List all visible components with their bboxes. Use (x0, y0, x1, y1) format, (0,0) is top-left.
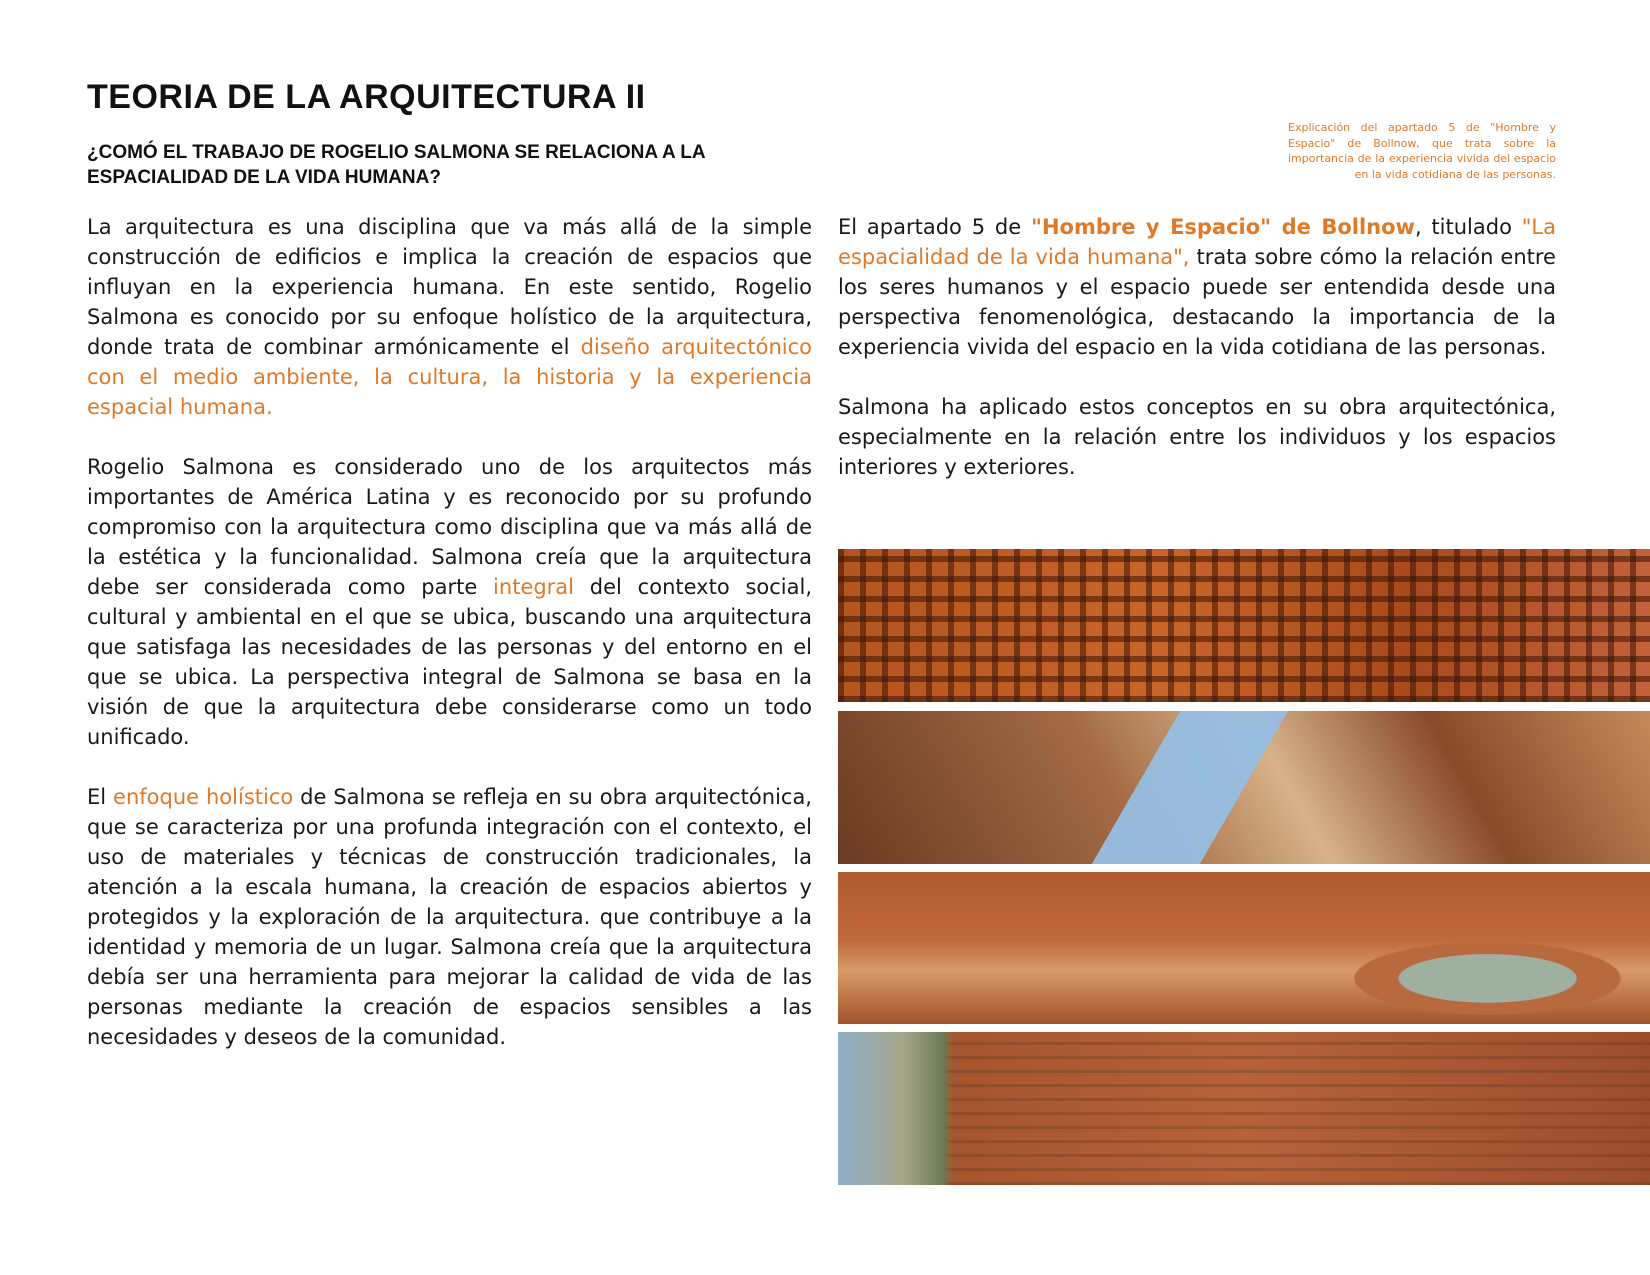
brick-lattice-photo (838, 549, 1650, 702)
paragraph-text: El (87, 785, 114, 809)
highlight-text: enfoque holístico (113, 785, 294, 809)
paragraph-text: trata sobre cómo la relación entre los seres humanos y el espacio puede ser entendida desde una perspectiva fenomenológica, destacando la importancia de la experiencia vivida del espacio en la vida cotidiana de las personas. (838, 245, 1556, 359)
paragraph-text: del contexto social, cultural y ambiental en el que se ubica, buscando una arquitectura que satisfaga las necesidades de las personas y del entorno en el que se ubica. La perspectiva integral de Salmona se basa en la visión de que la arquitectura debe considerarse como un todo unificado. (87, 575, 812, 749)
paragraph-text: de Salmona se refleja en su obra arquitectónica, que se caracteriza por una profunda integración con el contexto, el uso de materiales y técnicas de construcción tradicionales, la atención a la escala humana, la creación de espacios abiertos y protegidos y la exploración de la arquitectura. que contribuye a la identidad y memoria de un lugar. Salmona creía que la arquitectura debía ser una herramienta para mejorar la calidad de vida de las personas mediante la creación de espacios sensibles a las necesidades y deseos de la comunidad. (87, 785, 812, 1049)
right-paragraph-2 (838, 392, 1556, 482)
skylight-interior-photo (838, 711, 1650, 864)
right-paragraph-1 (838, 212, 1556, 362)
paragraph-text: , titulado (1414, 215, 1522, 239)
left-paragraph-3 (87, 782, 812, 1052)
right-column (838, 212, 1556, 512)
page-subtitle: ¿COMÓ EL TRABAJO DE ROGELIO SALMONA SE RELACIONA A LA ESPACIALIDAD DE LA VIDA HUMANA? (87, 142, 705, 188)
paragraph-text: Salmona ha aplicado estos conceptos en su obra arquitectónica, especialmente en la relación entre los individuos y los espacios interiores y exteriores. (838, 395, 1556, 479)
page-title: TEORIA DE LA ARQUITECTURA II (87, 78, 646, 116)
paragraph-text: El apartado 5 de (838, 215, 1031, 239)
brick-courtyard-photo (838, 872, 1650, 1024)
left-paragraph-1 (87, 212, 812, 422)
highlight-text: integral (493, 575, 575, 599)
left-paragraph-2 (87, 452, 812, 752)
left-column (87, 212, 812, 1082)
paragraph-text: Rogelio Salmona es considerado uno de los arquitectos más importantes de América Latina y es reconocido por su profundo compromiso con la arquitectura como disciplina que va más allá de la estética y la funcionalidad. Salmona creía que la arquitectura debe ser considerada como parte (87, 455, 812, 599)
brick-facade-photo (838, 1032, 1650, 1185)
highlight-text: "Hombre y Espacio" de Bollnow (1031, 215, 1415, 239)
highlight-text: "La espacialidad de la vida humana", (838, 215, 1556, 269)
paragraph-text: La arquitectura es una disciplina que va más allá de la simple construcción de edificios e implica la creación de espacios que influyan en la experiencia humana. En este sentido, Rogelio Salmona es conocido por su enfoque holístico de la arquitectura, donde trata de combinar armónicamente el (87, 215, 812, 359)
highlight-text: diseño arquitectónico con el medio ambiente, la cultura, la historia y la experiencia espacial humana. (87, 335, 812, 419)
side-note: Explicación del apartado 5 de "Hombre y Espacio" de Bollnow, que trata sobre la importancia de la experiencia vivida del espacio en la vida cotidiana de las personas. (1288, 121, 1556, 181)
